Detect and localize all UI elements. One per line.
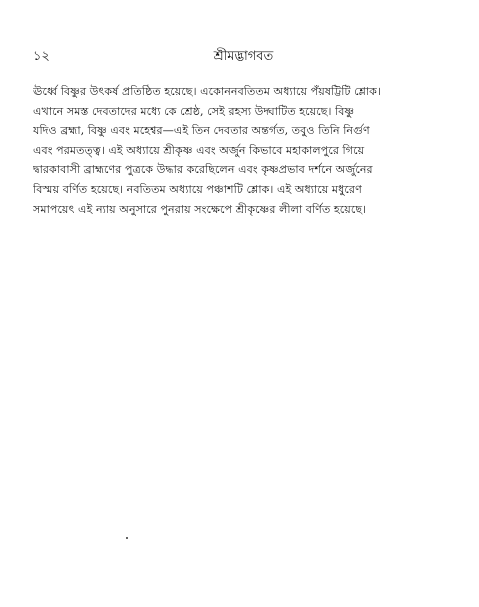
page-number: ১২	[33, 49, 50, 64]
running-title: শ্রীমদ্ভাগবত	[213, 49, 274, 64]
text-line: এবং পরমতত্ত্ব। এই অধ্যায়ে শ্রীকৃষ্ণ এবং অর্জুন কিভাবে মহাকালপুরে গিয়ে	[33, 143, 365, 157]
text-line: এখানে সমস্ত দেবতাদের মধ্যে কে শ্রেষ্ঠ, সেই রহস্য উদ্ঘাটিত হয়েছে। বিষ্ণু	[33, 104, 355, 118]
text-line: ঊর্ধ্বে বিষ্ণুর উৎকর্ষ প্রতিষ্ঠিত হয়েছে। একোননবতিতম অধ্যায়ে পঁয়ষট্টিটি শ্লোক।	[33, 85, 382, 98]
body-paragraph	[33, 82, 454, 219]
page-header	[33, 48, 454, 66]
text-line: দ্বারকাবাসী ব্রাহ্মণের পুত্রকে উদ্ধার করেছিলেন এবং কৃষ্ণপ্রভাব দর্শনে অর্জুনের	[33, 163, 373, 177]
text-line: বিস্ময় বর্ণিত হয়েছে। নবতিতম অধ্যায়ে পঞ্চাশটি শ্লোক। এই অধ্যায়ে মধুরেণ	[33, 182, 362, 196]
text-line: যদিও ব্রহ্মা, বিষ্ণু এবং মহেশ্বর—এই তিন দেবতার অন্তর্গত, তবুও তিনি নির্গুণ	[33, 124, 370, 138]
text-line: সমাপয়েৎ এই ন্যায় অনুসারে পুনরায় সংক্ষেপে শ্রীকৃষ্ণের লীলা বর্ণিত হয়েছে।	[33, 202, 367, 216]
print-speck	[126, 537, 128, 539]
